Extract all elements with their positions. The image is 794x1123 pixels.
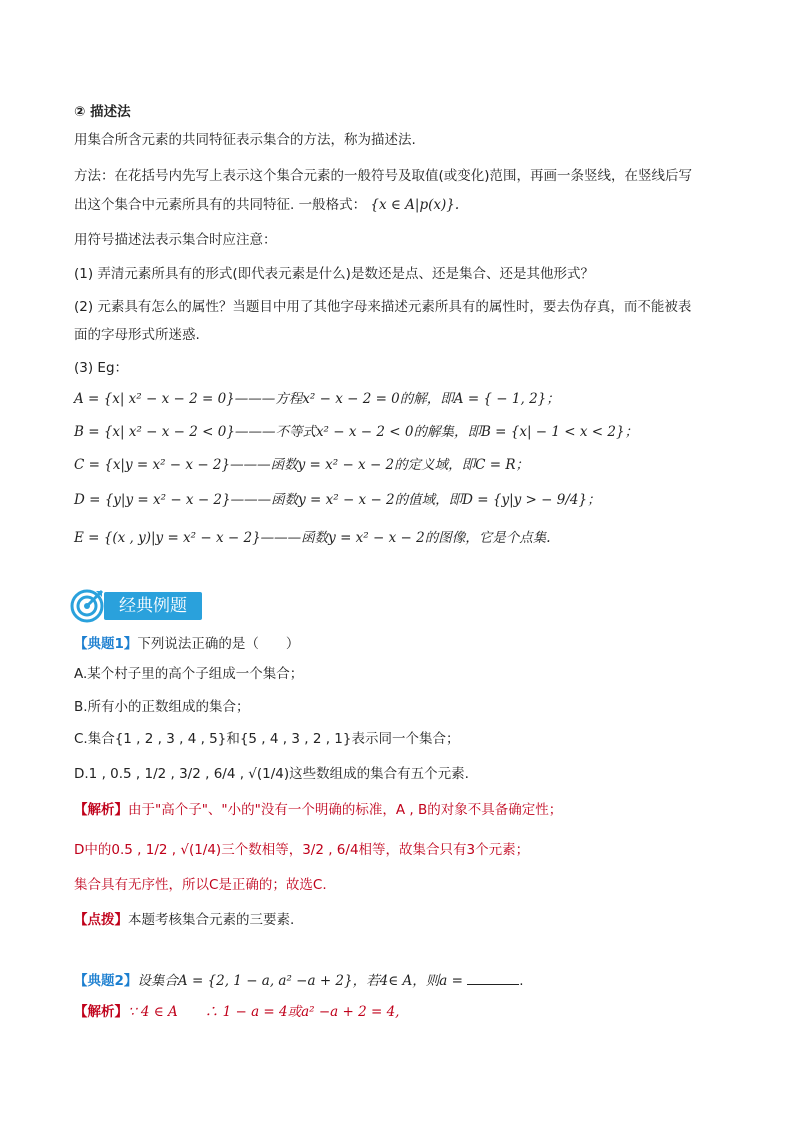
note-3: (3) Eg： xyxy=(74,360,129,376)
banner-label: 经典例题 xyxy=(104,592,202,620)
example-2-solution xyxy=(74,1002,399,1022)
tip-text: 本题考核集合元素的三要素. xyxy=(128,912,295,928)
option-b: B.所有小的正数组成的集合； xyxy=(74,699,250,715)
example-b: B = {x| x² − x − 2 < 0}———不等式x² − x − 2 < 0的解集，即B = {x| − 1 < x < 2}； xyxy=(74,424,639,440)
note-title: 用符号描述法表示集合时应注意： xyxy=(74,232,277,248)
solution-tag: 【解析】 xyxy=(74,802,128,818)
example-1-tag: 【典题1】 xyxy=(74,636,138,652)
general-format: {x ∈ A|p(x)}. xyxy=(370,197,460,213)
target-arrow-icon xyxy=(68,585,108,625)
definition-text: 用集合所含元素的共同特征表示集合的方法，称为描述法. xyxy=(74,132,416,148)
example-1-question xyxy=(74,634,299,654)
section-banner xyxy=(68,585,208,627)
example-2-question: 【典题2】设集合A = {2, 1 − a, a² −a + 2}，若4∈ A，则a = . xyxy=(74,970,523,991)
method-text-line2-a: 出这个集合中元素所具有的共同特征. 一般格式： xyxy=(74,197,367,213)
example-2-stem: 设集合A = {2, 1 − a, a² −a + 2}，若4∈ A，则a = xyxy=(137,973,463,989)
option-d: D.1 , 0.5 , 1/2 , 3/2 , 6/4 , √(1/4)这些数组成的集合有五个元素. xyxy=(74,766,469,782)
example-d: D = {y|y = x² − x − 2}———函数y = x² − x − 2的值域，即D = {y|y > − 9/4}； xyxy=(74,492,601,508)
solution-2-tag: 【解析】 xyxy=(74,1004,128,1020)
note-2-line2: 面的字母形式所迷惑. xyxy=(74,327,200,343)
method-text-line1: 方法：在花括号内先写上表示这个集合元素的一般符号及取值(或变化)范围，再画一条竖线，在竖线后写 xyxy=(74,168,693,184)
option-c: C.集合{1 , 2 , 3 , 4 , 5}和{5 , 4 , 3 , 2 , 1}表示同一个集合； xyxy=(74,731,460,747)
method-text-line2 xyxy=(74,195,459,215)
example-a: A = {x| x² − x − 2 = 0}———方程x² − x − 2 = 0的解，即A = { − 1, 2}； xyxy=(74,391,560,407)
section-title: ② 描述法 xyxy=(74,104,131,120)
note-1: (1) 弄清元素所具有的形式(即代表元素是什么)是数还是点、还是集合、还是其他形式？ xyxy=(74,266,594,282)
example-1-solution-line3: 集合具有无序性，所以C是正确的；故选C. xyxy=(74,877,327,893)
solution-2-text: ∵ 4 ∈ A ∴ 1 − a = 4或a² −a + 2 = 4, xyxy=(128,1004,400,1020)
example-1-solution-line1 xyxy=(74,800,562,820)
example-1-solution-line2: D中的0.5 , 1/2 , √(1/4)三个数相等，3/2 , 6/4相等，故集合只有3个元素； xyxy=(74,842,530,858)
example-1-stem: 下列说法正确的是（ ） xyxy=(137,636,300,652)
note-2-line1: (2) 元素具有怎么的属性？当题目中用了其他字母来描述元素所具有的属性时，要去伪存真，而不能被表 xyxy=(74,299,692,315)
answer-blank xyxy=(467,970,519,985)
tip-tag: 【点拨】 xyxy=(74,912,128,928)
example-c: C = {x|y = x² − x − 2}———函数y = x² − x − 2的定义域，即C = R； xyxy=(74,457,530,473)
option-a: A.某个村子里的高个子组成一个集合； xyxy=(74,666,304,682)
solution-text-1: 由于"高个子"、"小的"没有一个明确的标准，A , B的对象不具备确定性； xyxy=(128,802,563,818)
example-e: E = {(x , y)|y = x² − x − 2}———函数y = x² − x − 2的图像，它是个点集. xyxy=(74,530,551,546)
example-2-tag: 【典题2】 xyxy=(74,973,138,989)
example-1-tip xyxy=(74,910,294,930)
